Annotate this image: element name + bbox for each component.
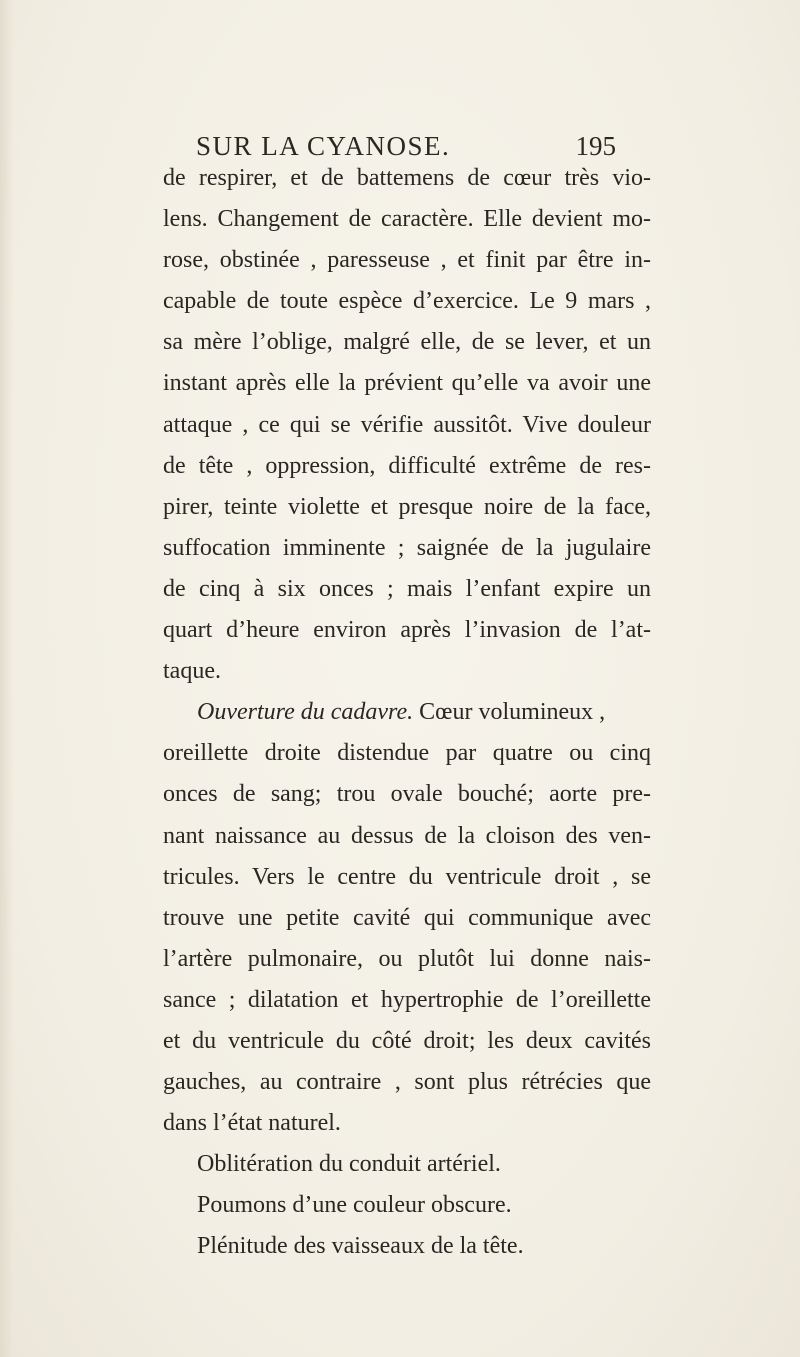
text-line: et du ventricule du côté droit; les deux cavités	[163, 1027, 651, 1054]
running-title: SUR LA CYANOSE.	[196, 131, 451, 161]
italic-heading: Ouverture du cadavre.	[197, 699, 414, 726]
text-line: lens. Changement de caractère. Elle devient mo-	[163, 206, 651, 233]
heading-line-rest: Cœur volumineux ,	[413, 699, 606, 726]
text-line: sance ; dilatation et hypertrophie de l’oreillette	[163, 986, 651, 1013]
text-line: pirer, teinte violette et presque noire de la face,	[163, 493, 651, 520]
text-line: trouve une petite cavité qui communique avec	[163, 904, 651, 931]
text-line: l’artère pulmonaire, ou plutôt lui donne nais-	[163, 945, 651, 972]
text-line: nant naissance au dessus de la cloison des ven-	[163, 822, 651, 849]
text-line: de respirer, et de battemens de cœur très vio-	[163, 165, 651, 191]
text-line: gauches, au contraire , sont plus rétrécies que	[163, 1069, 651, 1096]
text-line: onces de sang; trou ovale bouché; aorte pre-	[163, 781, 651, 808]
page-edge-shadow	[0, 0, 14, 1357]
short-paragraph: Oblitération du conduit artériel.	[197, 1151, 501, 1178]
short-paragraph: Poumons d’une couleur obscure.	[197, 1192, 512, 1219]
page-number: 195	[575, 131, 616, 161]
text-line: quart d’heure environ après l’invasion de l’at-	[163, 617, 651, 644]
text-line: oreillette droite distendue par quatre ou cinq	[163, 740, 651, 767]
text-line: sa mère l’oblige, malgré elle, de se lever, et un	[163, 329, 651, 356]
autopsy-heading-line	[163, 692, 651, 733]
text-line: capable de toute espèce d’exercice. Le 9 mars ,	[163, 288, 651, 315]
body-text	[163, 158, 651, 1268]
short-paragraph: Plénitude des vaisseaux de la tête.	[197, 1233, 524, 1260]
text-line: suffocation imminente ; saignée de la jugulaire	[163, 534, 651, 561]
text-line: attaque , ce qui se vérifie aussitôt. Vive douleur	[163, 411, 651, 438]
text-line: instant après elle la prévient qu’elle va avoir une	[163, 370, 651, 397]
text-line: rose, obstinée , paresseuse , et finit par être in-	[163, 247, 651, 274]
text-line-last: dans l’état naturel.	[163, 1110, 341, 1137]
text-line: de tête , oppression, difficulté extrême de res-	[163, 452, 651, 479]
text-line: tricules. Vers le centre du ventricule droit , se	[163, 863, 651, 890]
text-line-last: taque.	[163, 658, 221, 685]
text-line: de cinq à six onces ; mais l’enfant expire un	[163, 575, 651, 602]
